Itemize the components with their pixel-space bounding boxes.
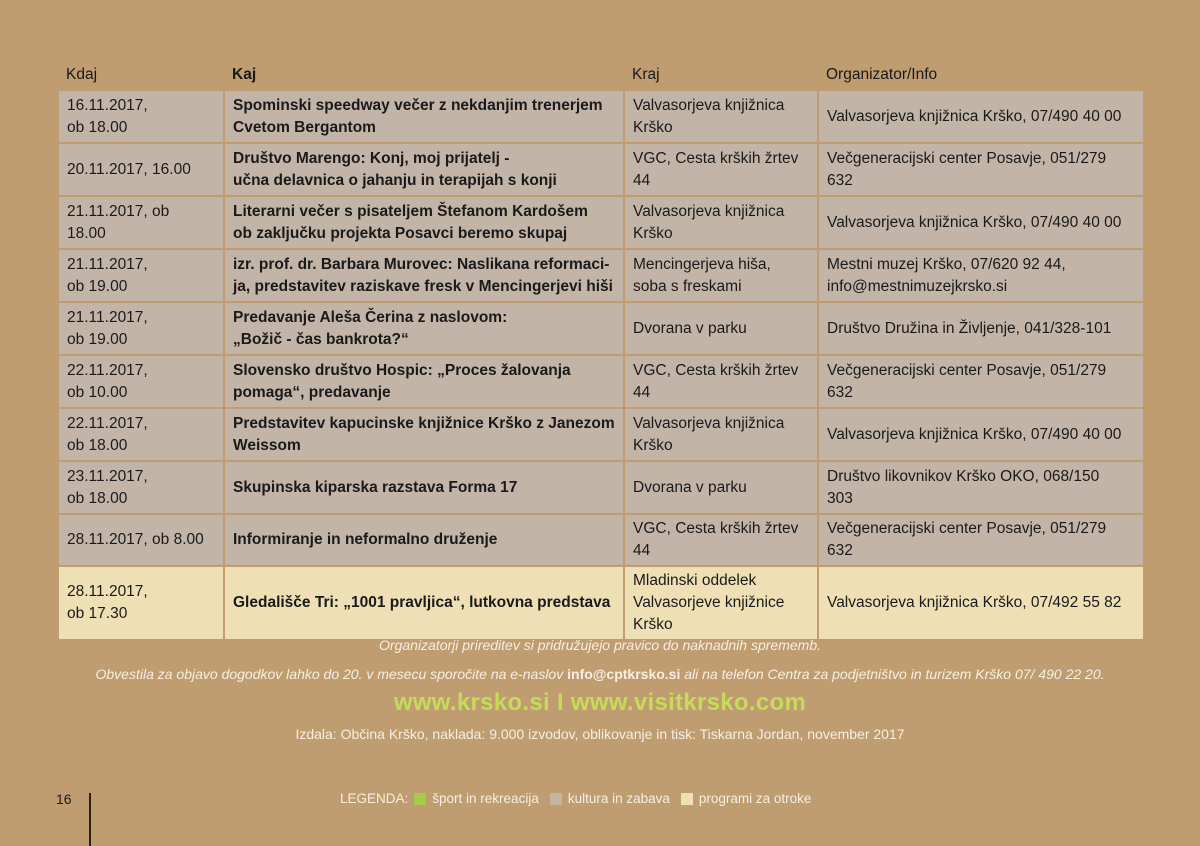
event-organizer-line: Društvo likovnikov Krško OKO, 068/150 bbox=[827, 467, 1100, 485]
event-organizer-cell bbox=[818, 514, 1144, 566]
event-date-line: ob 17.30 bbox=[67, 605, 128, 622]
submission-note-text: Obvestila za objavo dogodkov lahko do 20. v mesecu sporočite na e-naslov bbox=[95, 666, 568, 682]
event-date-line: 23.11.2017, bbox=[67, 467, 148, 485]
event-location-cell bbox=[624, 355, 818, 408]
event-location-line: Valvasorjeva knjižnica bbox=[633, 202, 785, 220]
publisher-info: Izdala: Občina Krško, naklada: 9.000 izvodov, oblikovanje in tisk: Tiskarna Jordan, november 2017 bbox=[295, 726, 905, 742]
table-header-row bbox=[58, 59, 1144, 90]
table-row bbox=[58, 461, 1144, 514]
event-organizer-cell bbox=[818, 355, 1144, 408]
event-organizer-cell bbox=[818, 408, 1144, 461]
event-organizer-line: Mestni muzej Krško, 07/620 92 44, bbox=[827, 255, 1066, 273]
event-date-line: 22.11.2017, bbox=[67, 414, 148, 432]
event-organizer-line: 303 bbox=[827, 489, 853, 507]
event-location-line: VGC, Cesta krških žrtev 44 bbox=[633, 149, 799, 189]
event-location-line: Mladinski oddelek bbox=[633, 572, 757, 589]
event-title-line: Informiranje in neformalno druženje bbox=[233, 531, 498, 548]
event-date-cell bbox=[58, 196, 224, 249]
header-kaj: Kaj bbox=[232, 66, 257, 83]
event-location-cell bbox=[624, 143, 818, 196]
legend-item-otroci bbox=[681, 791, 812, 806]
page-number: 16 bbox=[56, 791, 72, 807]
disclaimer-note: Organizatorji prireditev si pridružujejo pravico do naknadnih sprememb. bbox=[379, 637, 821, 653]
event-location-line: Dvorana v parku bbox=[633, 319, 747, 337]
event-title-cell bbox=[224, 196, 624, 249]
event-date-cell bbox=[58, 514, 224, 566]
event-date-cell bbox=[58, 355, 224, 408]
event-title-line: pomaga“, predavanje bbox=[233, 383, 391, 401]
event-location-cell bbox=[624, 196, 818, 249]
legend-swatch-kultura bbox=[550, 793, 562, 805]
event-title-line: Cvetom Bergantom bbox=[233, 118, 376, 136]
event-title-cell bbox=[224, 249, 624, 302]
legend-title: LEGENDA: bbox=[340, 791, 409, 806]
event-date-line: 21.11.2017, bbox=[67, 255, 148, 273]
event-title-cell bbox=[224, 90, 624, 143]
event-title-line: ob zaključku projekta Posavci beremo skupaj bbox=[233, 224, 568, 242]
event-date-line: ob 10.00 bbox=[67, 383, 128, 401]
event-date-line: ob 19.00 bbox=[67, 330, 128, 348]
submission-note-text-end: ali na telefon Centra za podjetništvo in turizem Krško 07/ 490 22 20. bbox=[680, 666, 1105, 682]
table-row bbox=[58, 90, 1144, 143]
event-date-line: 28.11.2017, bbox=[67, 583, 148, 600]
event-location-cell bbox=[624, 302, 818, 355]
event-date-line: 18.00 bbox=[67, 224, 106, 242]
event-date-cell bbox=[58, 90, 224, 143]
event-location-line: VGC, Cesta krških žrtev 44 bbox=[633, 361, 799, 401]
event-title-line: Predavanje Aleša Čerina z naslovom: bbox=[233, 308, 508, 326]
event-title-cell bbox=[224, 514, 624, 566]
table-row bbox=[58, 514, 1144, 566]
event-title-line: Predstavitev kapucinske knjižnice Krško z Janezom bbox=[233, 414, 615, 432]
event-date-cell bbox=[58, 566, 224, 640]
event-date-line: 22.11.2017, bbox=[67, 361, 148, 379]
events-table bbox=[57, 59, 1145, 641]
event-date-cell bbox=[58, 302, 224, 355]
event-date-line: 21.11.2017, bbox=[67, 308, 148, 326]
event-date-cell bbox=[58, 408, 224, 461]
event-date-line: ob 18.00 bbox=[67, 118, 128, 136]
event-location-line: Dvorana v parku bbox=[633, 478, 747, 496]
legend-swatch-otroci bbox=[681, 793, 693, 805]
event-organizer-line: Večgeneracijski center Posavje, 051/279 632 bbox=[827, 149, 1107, 189]
event-organizer-line: Društvo Družina in Življenje, 041/328-101 bbox=[827, 319, 1112, 337]
event-title-line: Weissom bbox=[233, 436, 301, 454]
event-date-cell bbox=[58, 461, 224, 514]
event-organizer-line: Večgeneracijski center Posavje, 051/279 632 bbox=[827, 520, 1107, 559]
event-date-line: ob 18.00 bbox=[67, 436, 128, 454]
event-title-cell bbox=[224, 566, 624, 640]
event-date-line: 21.11.2017, ob bbox=[67, 202, 170, 220]
event-date-cell bbox=[58, 249, 224, 302]
event-location-line: soba s freskami bbox=[633, 277, 742, 295]
header-kraj: Kraj bbox=[632, 66, 660, 83]
legend-item-kultura bbox=[550, 791, 670, 806]
table-row bbox=[58, 249, 1144, 302]
event-date-line: ob 19.00 bbox=[67, 277, 128, 295]
event-location-line: Krško bbox=[633, 224, 673, 242]
event-location-line: Mencingerjeva hiša, bbox=[633, 255, 771, 273]
event-title-cell bbox=[224, 143, 624, 196]
event-date-line: ob 18.00 bbox=[67, 489, 128, 507]
event-title-line: ja, predstavitev raziskave fresk v Mencingerjevi hiši bbox=[233, 277, 613, 295]
legend-swatch-sport bbox=[414, 793, 426, 805]
event-date-line: 28.11.2017, ob 8.00 bbox=[67, 531, 204, 548]
event-organizer-line: Valvasorjeva knjižnica Krško, 07/492 55 82 bbox=[827, 594, 1122, 611]
table-row bbox=[58, 143, 1144, 196]
event-title-line: učna delavnica o jahanju in terapijah s konji bbox=[233, 171, 557, 189]
event-organizer-line: info@mestnimuzejkrsko.si bbox=[827, 277, 1008, 295]
header-kdaj: Kdaj bbox=[66, 66, 98, 83]
legend-label-kultura: kultura in zabava bbox=[567, 791, 670, 806]
event-location-line: VGC, Cesta krških žrtev 44 bbox=[633, 520, 799, 559]
event-organizer-cell bbox=[818, 143, 1144, 196]
event-date-line: 20.11.2017, 16.00 bbox=[67, 160, 191, 178]
table-row bbox=[58, 355, 1144, 408]
event-organizer-cell bbox=[818, 566, 1144, 640]
event-location-line: Krško bbox=[633, 616, 673, 633]
event-organizer-cell bbox=[818, 90, 1144, 143]
event-organizer-line: Valvasorjeva knjižnica Krško, 07/490 40 00 bbox=[827, 425, 1122, 443]
event-title-line: „Božič - čas bankrota?“ bbox=[233, 330, 409, 348]
website-links: www.krsko.si I www.visitkrsko.com bbox=[393, 689, 807, 716]
event-date-line: 16.11.2017, bbox=[67, 96, 148, 114]
event-organizer-line: Valvasorjeva knjižnica Krško, 07/490 40 00 bbox=[827, 213, 1122, 231]
event-title-line: Gledališče Tri: „1001 pravljica“, lutkovna predstava bbox=[233, 594, 611, 611]
legend-label-otroci: programi za otroke bbox=[698, 791, 812, 806]
event-location-cell bbox=[624, 90, 818, 143]
header-info: Organizator/Info bbox=[826, 66, 938, 83]
event-location-line: Krško bbox=[633, 436, 673, 454]
event-location-cell bbox=[624, 461, 818, 514]
table-row bbox=[58, 302, 1144, 355]
event-title-line: Literarni večer s pisateljem Štefanom Kardošem bbox=[233, 202, 588, 220]
table-row bbox=[58, 566, 1144, 640]
event-title-cell bbox=[224, 355, 624, 408]
event-location-cell bbox=[624, 249, 818, 302]
table-row bbox=[58, 408, 1144, 461]
event-title-line: izr. prof. dr. Barbara Murovec: Naslikana reformaci- bbox=[233, 255, 610, 273]
contact-email: info@cptkrsko.si bbox=[567, 666, 681, 682]
event-title-line: Spominski speedway večer z nekdanjim trenerjem bbox=[233, 96, 603, 114]
submission-note bbox=[0, 666, 1200, 682]
event-organizer-cell bbox=[818, 249, 1144, 302]
event-location-line: Valvasorjeva knjižnica bbox=[633, 414, 785, 432]
event-title-line: Društvo Marengo: Konj, moj prijatelj - bbox=[233, 149, 510, 167]
page-divider bbox=[89, 793, 91, 846]
event-location-cell bbox=[624, 566, 818, 640]
event-title-line: Slovensko društvo Hospic: „Proces žalovanja bbox=[233, 361, 571, 379]
event-organizer-cell bbox=[818, 196, 1144, 249]
event-organizer-cell bbox=[818, 461, 1144, 514]
event-organizer-line: Valvasorjeva knjižnica Krško, 07/490 40 00 bbox=[827, 107, 1122, 125]
event-location-cell bbox=[624, 408, 818, 461]
event-organizer-cell bbox=[818, 302, 1144, 355]
legend bbox=[340, 791, 822, 806]
event-location-line: Valvasorjeva knjižnica bbox=[633, 96, 785, 114]
event-location-line: Krško bbox=[633, 118, 673, 136]
event-location-line: Valvasorjeve knjižnice bbox=[633, 594, 785, 611]
table-row bbox=[58, 196, 1144, 249]
event-organizer-line: Večgeneracijski center Posavje, 051/279 632 bbox=[827, 361, 1107, 401]
event-title-cell bbox=[224, 408, 624, 461]
event-location-cell bbox=[624, 514, 818, 566]
event-title-cell bbox=[224, 461, 624, 514]
legend-label-sport: šport in rekreacija bbox=[432, 791, 539, 806]
event-title-cell bbox=[224, 302, 624, 355]
legend-item-sport bbox=[414, 791, 539, 806]
event-date-cell bbox=[58, 143, 224, 196]
event-title-line: Skupinska kiparska razstava Forma 17 bbox=[233, 478, 518, 496]
